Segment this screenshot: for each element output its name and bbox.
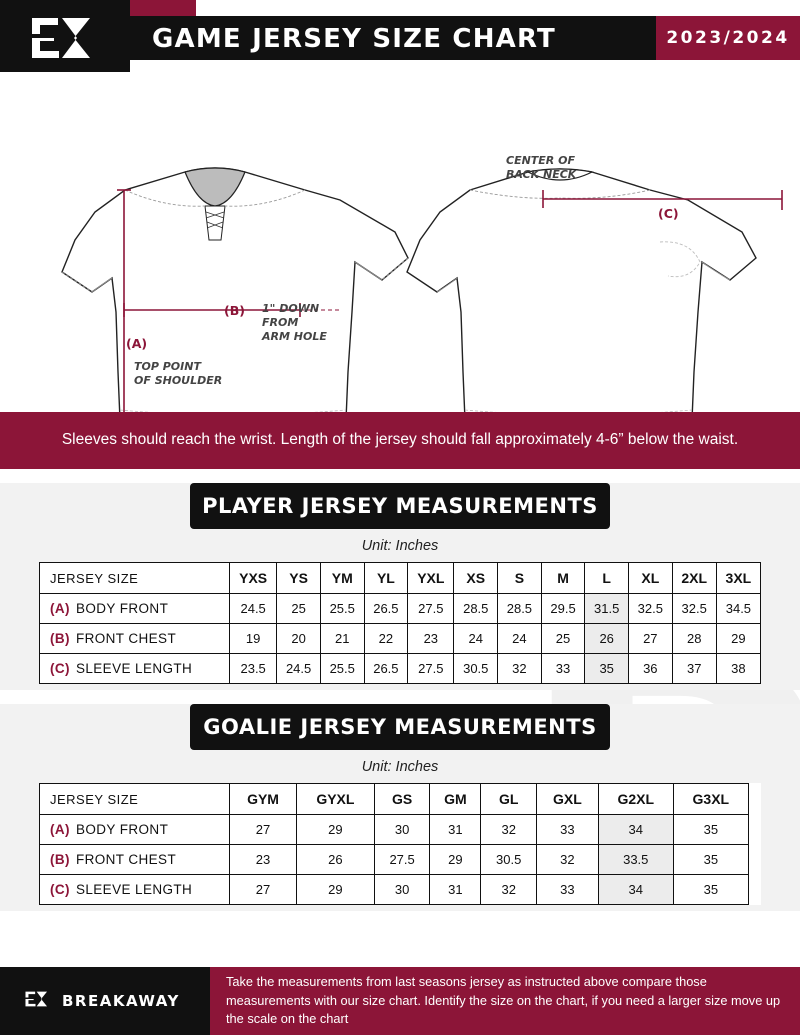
- row-tag: (C): [50, 882, 70, 898]
- measurement-cell: 30: [374, 875, 430, 905]
- label-c: (C): [658, 206, 679, 221]
- header-jersey-size: JERSEY SIZE: [40, 784, 230, 815]
- measurement-cell: 28: [672, 624, 716, 654]
- measurement-cell: 21: [320, 624, 364, 654]
- size-header-cell: YS: [277, 563, 321, 594]
- measurement-cell: 29: [430, 845, 481, 875]
- measurement-cell: 29.5: [541, 594, 585, 624]
- measurement-cell: 32: [537, 845, 599, 875]
- goalie-banner: GOALIE JERSEY MEASUREMENTS: [190, 704, 610, 750]
- measurement-cell: 33.5: [598, 845, 673, 875]
- measurement-cell: 29: [297, 875, 375, 905]
- season-badge: 2023/2024: [656, 16, 800, 60]
- measurement-cell: 19: [230, 624, 277, 654]
- measurement-cell: 32: [481, 815, 537, 845]
- measurement-cell: 34.5: [716, 594, 760, 624]
- measurement-cell: 25.5: [320, 654, 364, 684]
- size-header-cell: YXL: [408, 563, 454, 594]
- label-a: (A): [126, 336, 148, 351]
- size-header-cell: 3XL: [716, 563, 760, 594]
- table-header-row: [40, 563, 761, 594]
- page-header: [0, 0, 800, 72]
- blank-cell: [748, 875, 760, 905]
- goalie-measurements-table: [39, 783, 761, 905]
- measurement-cell: 27.5: [408, 594, 454, 624]
- player-section: [0, 483, 800, 690]
- measurement-cell: 25: [277, 594, 321, 624]
- size-header-cell: GYXL: [297, 784, 375, 815]
- blank-cell: [748, 845, 760, 875]
- row-tag: (A): [50, 822, 70, 838]
- size-header-cell: L: [585, 563, 629, 594]
- measurement-cell: 24.5: [277, 654, 321, 684]
- size-header-cell: G2XL: [598, 784, 673, 815]
- measurement-cell: 26: [297, 845, 375, 875]
- label-shoulder-1: TOP POINT: [134, 360, 201, 373]
- measurement-cell: 35: [585, 654, 629, 684]
- size-header-cell: YXS: [230, 563, 277, 594]
- size-header-cell: GM: [430, 784, 481, 815]
- size-header-cell: XL: [629, 563, 673, 594]
- jersey-back-illustration: [407, 169, 756, 412]
- row-label: (B) FRONT CHEST: [40, 845, 230, 875]
- size-header-cell: GXL: [537, 784, 599, 815]
- row-label: (C) SLEEVE LENGTH: [40, 875, 230, 905]
- measurement-cell: 34: [598, 815, 673, 845]
- size-header-cell: YL: [364, 563, 408, 594]
- table-row: [40, 594, 761, 624]
- size-header-cell: XS: [454, 563, 498, 594]
- row-label: (A) BODY FRONT: [40, 815, 230, 845]
- measurement-cell: 34: [598, 875, 673, 905]
- measurement-cell: 29: [297, 815, 375, 845]
- player-measurements-table: [39, 562, 761, 684]
- breakaway-b-logo-icon: [28, 14, 98, 62]
- table-row: [40, 654, 761, 684]
- measurement-cell: 25: [541, 624, 585, 654]
- page-footer: [0, 967, 800, 1035]
- jersey-front-illustration: [62, 168, 408, 412]
- label-arm-hole-2: FROM: [262, 316, 299, 329]
- page-title: GAME JERSEY SIZE CHART: [152, 24, 556, 54]
- size-header-cell: G3XL: [673, 784, 748, 815]
- measurement-cell: 37: [672, 654, 716, 684]
- measurement-cell: 20: [277, 624, 321, 654]
- blank-cell: [748, 784, 760, 815]
- measurement-cell: 33: [537, 815, 599, 845]
- measurement-cell: 30.5: [454, 654, 498, 684]
- measurement-cell: 38: [716, 654, 760, 684]
- measurement-cell: 28.5: [498, 594, 542, 624]
- measurement-cell: 26.5: [364, 594, 408, 624]
- goalie-unit: Unit: Inches: [361, 759, 439, 776]
- measurement-cell: 29: [716, 624, 760, 654]
- measurement-cell: 27.5: [374, 845, 430, 875]
- measurement-cell: 27: [230, 875, 297, 905]
- size-header-cell: GS: [374, 784, 430, 815]
- table-row: [40, 845, 761, 875]
- label-center-back-neck-2: BACK NECK: [506, 168, 577, 181]
- breakaway-b-logo-icon: [24, 984, 50, 1019]
- measurement-cell: 28.5: [454, 594, 498, 624]
- table-header-row: [40, 784, 761, 815]
- goalie-section: [0, 704, 800, 911]
- footer-instructions: Take the measurements from last seasons jersey as instructed above compare those measurements with our size chart. Identify the size on the chart, if you need a larger size move up the scale on the chart: [210, 967, 800, 1035]
- row-tag: (A): [50, 601, 70, 617]
- measurement-cell: 22: [364, 624, 408, 654]
- measurement-cell: 35: [673, 815, 748, 845]
- row-label: (B) FRONT CHEST: [40, 624, 230, 654]
- measurement-cell: 30: [374, 815, 430, 845]
- label-center-back-neck-1: CENTER OF: [506, 154, 575, 167]
- row-tag: (C): [50, 661, 70, 677]
- measurement-cell: 24.5: [230, 594, 277, 624]
- measurement-cell: 23.5: [230, 654, 277, 684]
- player-unit: Unit: Inches: [361, 538, 439, 555]
- fit-note: Sleeves should reach the wrist. Length of the jersey should fall approximately 4-6” below the waist.: [0, 412, 800, 469]
- size-header-cell: 2XL: [672, 563, 716, 594]
- blank-cell: [748, 815, 760, 845]
- measurement-cell: 26.5: [364, 654, 408, 684]
- measurement-cell: 32.5: [629, 594, 673, 624]
- measurement-cell: 23: [408, 624, 454, 654]
- measurement-cell: 24: [498, 624, 542, 654]
- header-jersey-size: JERSEY SIZE: [40, 563, 230, 594]
- label-arm-hole-3: ARM HOLE: [262, 330, 327, 343]
- row-label: (C) SLEEVE LENGTH: [40, 654, 230, 684]
- measurement-cell: 31: [430, 875, 481, 905]
- measurement-cell: 26: [585, 624, 629, 654]
- measurement-cell: 27: [230, 815, 297, 845]
- label-arm-hole-1: 1" DOWN: [262, 302, 320, 315]
- measurement-cell: 30.5: [481, 845, 537, 875]
- table-row: [40, 624, 761, 654]
- size-header-cell: GL: [481, 784, 537, 815]
- table-row: [40, 875, 761, 905]
- row-tag: (B): [50, 631, 70, 647]
- table-row: [40, 815, 761, 845]
- measurement-cell: 31: [430, 815, 481, 845]
- size-header-cell: YM: [320, 563, 364, 594]
- measurement-cell: 32: [498, 654, 542, 684]
- measurement-cell: 32: [481, 875, 537, 905]
- size-header-cell: M: [541, 563, 585, 594]
- measurement-cell: 27: [629, 624, 673, 654]
- footer-brand-label: BREAKAWAY: [62, 992, 180, 1010]
- measurement-cell: 24: [454, 624, 498, 654]
- label-b: (B): [224, 303, 245, 318]
- measurement-cell: 27.5: [408, 654, 454, 684]
- measurement-cell: 31.5: [585, 594, 629, 624]
- measurement-cell: 36: [629, 654, 673, 684]
- label-shoulder-2: OF SHOULDER: [134, 374, 223, 387]
- row-tag: (B): [50, 852, 70, 868]
- player-banner: PLAYER JERSEY MEASUREMENTS: [190, 483, 610, 529]
- measurement-cell: 35: [673, 845, 748, 875]
- measurement-cell: 35: [673, 875, 748, 905]
- footer-brand-panel: [0, 967, 210, 1035]
- measurement-cell: 33: [537, 875, 599, 905]
- size-header-cell: GYM: [230, 784, 297, 815]
- row-label: (A) BODY FRONT: [40, 594, 230, 624]
- size-header-cell: S: [498, 563, 542, 594]
- measurement-cell: 33: [541, 654, 585, 684]
- jersey-diagram: [0, 72, 800, 412]
- measurement-cell: 23: [230, 845, 297, 875]
- measurement-cell: 32.5: [672, 594, 716, 624]
- measurement-cell: 25.5: [320, 594, 364, 624]
